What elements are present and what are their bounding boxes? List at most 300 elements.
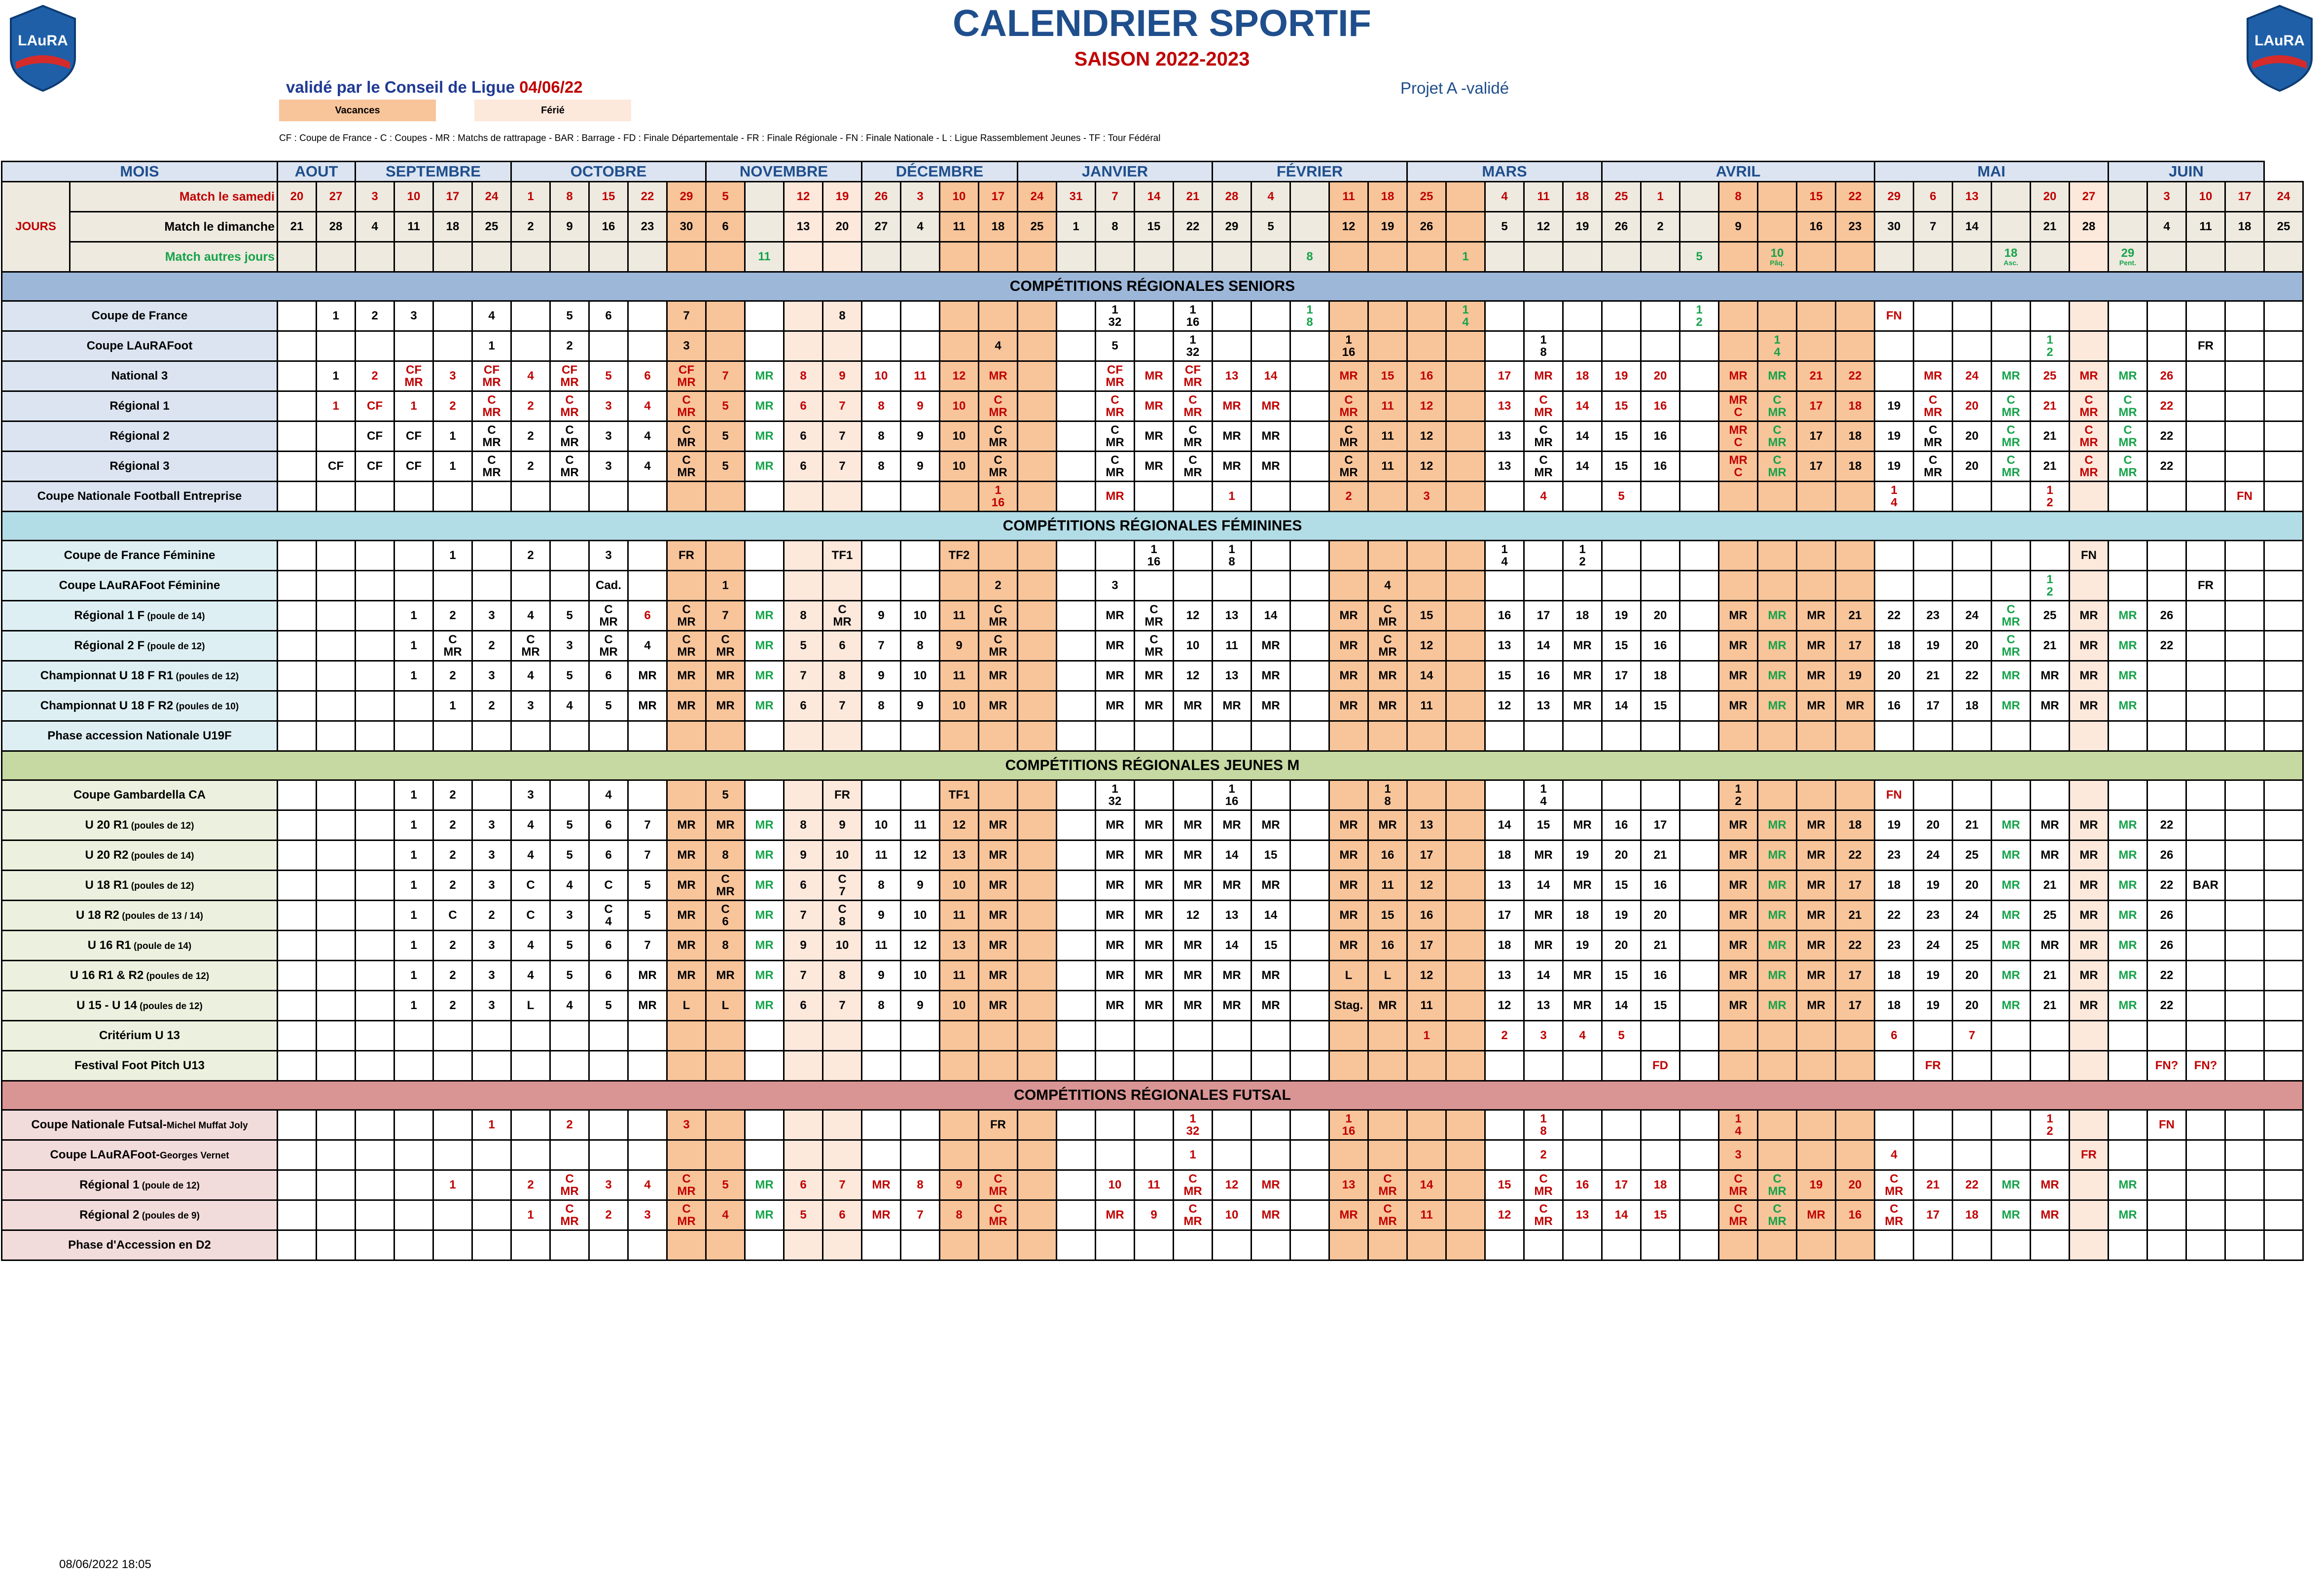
schedule-cell (1836, 571, 1875, 601)
schedule-cell (1680, 810, 1719, 840)
schedule-cell: CF (394, 452, 433, 482)
schedule-cell: 1 2 (1680, 301, 1719, 331)
schedule-cell: 1 2 (2031, 482, 2070, 512)
schedule-cell: MR (1213, 421, 1251, 452)
schedule-cell: 12 (1407, 452, 1446, 482)
schedule-cell (628, 301, 667, 331)
schedule-cell: MR (2031, 1170, 2070, 1200)
schedule-cell (1174, 1230, 1213, 1260)
schedule-cell: 17 (1485, 361, 1524, 391)
schedule-cell (1290, 931, 1329, 961)
schedule-cell: 4 (511, 810, 550, 840)
schedule-cell: 4 (511, 931, 550, 961)
schedule-cell: MR (1135, 871, 1174, 901)
month-header: JUIN (2109, 162, 2264, 182)
schedule-cell (1290, 1230, 1329, 1260)
schedule-cell: MR (1719, 901, 1758, 931)
schedule-cell: 8 (823, 301, 862, 331)
schedule-cell (1057, 691, 1096, 721)
schedule-cell: 1 16 (1329, 1110, 1368, 1140)
schedule-cell: 14 (1407, 1170, 1446, 1200)
schedule-cell (278, 1170, 317, 1200)
schedule-cell (1641, 331, 1680, 361)
schedule-cell: C 7 (823, 871, 862, 901)
schedule-cell: 18 (1485, 840, 1524, 871)
schedule-cell (1290, 721, 1329, 751)
schedule-cell (2264, 661, 2303, 691)
schedule-cell (901, 1051, 940, 1081)
schedule-cell: C MR (1758, 421, 1797, 452)
schedule-cell: 14 (1524, 871, 1563, 901)
schedule-cell: MR (2109, 631, 2147, 661)
schedule-cell (356, 631, 394, 661)
competition-label: Coupe Gambardella CA (2, 780, 278, 810)
schedule-cell: L (1329, 961, 1368, 991)
day-cell: 19 (823, 182, 862, 212)
schedule-cell (1680, 421, 1719, 452)
schedule-cell: 1 (433, 541, 472, 571)
schedule-cell: MR (1135, 361, 1174, 391)
schedule-cell: 3 (394, 301, 433, 331)
day-cell (1836, 242, 1875, 272)
schedule-cell (1018, 452, 1057, 482)
schedule-cell (1914, 780, 1953, 810)
schedule-cell: 5 (1602, 1021, 1641, 1051)
schedule-cell: MR (1135, 961, 1174, 991)
schedule-cell: 17 (1836, 961, 1875, 991)
schedule-cell (1914, 541, 1953, 571)
schedule-cell (784, 571, 823, 601)
schedule-cell (356, 961, 394, 991)
schedule-cell: 13 (1524, 991, 1563, 1021)
competition-label: Régional 1 (2, 391, 278, 421)
schedule-cell (1602, 301, 1641, 331)
schedule-cell: 12 (1485, 991, 1524, 1021)
schedule-cell: C MR (1096, 452, 1135, 482)
schedule-cell (1485, 331, 1524, 361)
schedule-cell: MR (1797, 901, 1836, 931)
schedule-cell: 5 (589, 991, 628, 1021)
schedule-cell (745, 1051, 784, 1081)
schedule-cell: 2 (433, 661, 472, 691)
schedule-cell: 1 (472, 331, 511, 361)
schedule-cell: CF MR (667, 361, 706, 391)
schedule-cell (2264, 391, 2303, 421)
schedule-cell (2186, 1230, 2225, 1260)
schedule-cell: MR (2031, 810, 2070, 840)
schedule-cell: 1 (394, 661, 433, 691)
schedule-cell (356, 1110, 394, 1140)
schedule-cell: MR (1797, 631, 1836, 661)
schedule-cell (1446, 601, 1485, 631)
schedule-cell: 20 (1602, 840, 1641, 871)
schedule-cell (1135, 482, 1174, 512)
schedule-cell (550, 780, 589, 810)
schedule-cell (278, 391, 317, 421)
schedule-cell (1057, 1230, 1096, 1260)
schedule-cell: C (433, 901, 472, 931)
schedule-cell (706, 1021, 745, 1051)
schedule-cell (1018, 721, 1057, 751)
schedule-cell (2264, 301, 2303, 331)
schedule-cell: 17 (1641, 810, 1680, 840)
schedule-cell: 18 (1485, 931, 1524, 961)
schedule-cell: 8 (706, 840, 745, 871)
schedule-cell (472, 571, 511, 601)
schedule-cell: 9 (823, 810, 862, 840)
schedule-cell: MR (1135, 931, 1174, 961)
schedule-cell: MR (1174, 871, 1213, 901)
schedule-cell (706, 541, 745, 571)
schedule-cell: 7 (823, 452, 862, 482)
day-cell: 15 (589, 182, 628, 212)
schedule-cell: MR C (1719, 452, 1758, 482)
schedule-cell: MR (2109, 871, 2147, 901)
schedule-cell (1290, 961, 1329, 991)
day-cell: 11 (1524, 182, 1563, 212)
schedule-cell: 11 (940, 901, 979, 931)
schedule-cell (1213, 301, 1251, 331)
schedule-cell (979, 721, 1018, 751)
schedule-cell (1213, 331, 1251, 361)
schedule-cell (1680, 691, 1719, 721)
schedule-cell: 12 (940, 361, 979, 391)
schedule-cell (317, 991, 356, 1021)
schedule-cell: MR (979, 810, 1018, 840)
schedule-cell: MR (1719, 840, 1758, 871)
schedule-cell: 2 (433, 601, 472, 631)
schedule-cell (394, 1170, 433, 1200)
schedule-cell (1680, 721, 1719, 751)
day-cell: 30 (1875, 212, 1914, 242)
schedule-cell (2109, 482, 2147, 512)
day-cell: 18 (979, 212, 1018, 242)
schedule-cell: MR (1329, 631, 1368, 661)
schedule-cell (1485, 482, 1524, 512)
schedule-cell: MR (1758, 601, 1797, 631)
day-cell (1135, 242, 1174, 272)
schedule-cell (1914, 1110, 1953, 1140)
schedule-cell (1485, 721, 1524, 751)
schedule-cell: 4 (1524, 482, 1563, 512)
schedule-cell (1953, 1230, 1992, 1260)
day-cell: 15 (1135, 212, 1174, 242)
season-subtitle: SAISON 2022-2023 (1074, 48, 1250, 70)
schedule-cell (317, 810, 356, 840)
competition-label: U 16 R1 & R2 (poules de 12) (2, 961, 278, 991)
schedule-cell: MR (1563, 631, 1602, 661)
schedule-cell (1836, 482, 1875, 512)
schedule-cell: MR (1251, 961, 1290, 991)
schedule-cell: 6 (589, 931, 628, 961)
schedule-cell: 3 (472, 931, 511, 961)
schedule-cell (317, 1230, 356, 1260)
schedule-cell (1680, 871, 1719, 901)
schedule-cell (1680, 541, 1719, 571)
schedule-cell: 13 (1485, 871, 1524, 901)
schedule-cell: 19 (1914, 631, 1953, 661)
schedule-cell: MR (1096, 871, 1135, 901)
schedule-cell (2186, 780, 2225, 810)
schedule-cell (1057, 1051, 1096, 1081)
schedule-cell (1096, 1230, 1135, 1260)
schedule-cell: 3 (433, 361, 472, 391)
schedule-cell: FR (1914, 1051, 1953, 1081)
schedule-cell (2225, 361, 2264, 391)
schedule-cell (1836, 721, 1875, 751)
schedule-cell (1290, 1051, 1329, 1081)
schedule-cell: C MR (1914, 391, 1953, 421)
day-cell (356, 242, 394, 272)
schedule-cell (511, 1110, 550, 1140)
schedule-cell (2225, 571, 2264, 601)
day-cell: 8 (1290, 242, 1329, 272)
schedule-cell: 4 (628, 631, 667, 661)
schedule-cell (1719, 1021, 1758, 1051)
schedule-cell: MR (667, 661, 706, 691)
schedule-cell (1485, 1051, 1524, 1081)
schedule-cell (278, 991, 317, 1021)
schedule-cell (1446, 961, 1485, 991)
schedule-cell (1018, 871, 1057, 901)
schedule-cell: MR (1251, 1170, 1290, 1200)
schedule-cell (979, 1021, 1018, 1051)
schedule-cell (278, 901, 317, 931)
schedule-cell (1680, 571, 1719, 601)
schedule-cell (745, 721, 784, 751)
schedule-cell: 22 (1836, 931, 1875, 961)
schedule-cell: Cad. (589, 571, 628, 601)
schedule-cell (1797, 1230, 1836, 1260)
schedule-cell: MR (1797, 961, 1836, 991)
schedule-cell: 2 (1329, 482, 1368, 512)
schedule-cell: MR (1213, 391, 1251, 421)
competition-label: U 18 R1 (poules de 12) (2, 871, 278, 901)
schedule-cell: MR (1174, 991, 1213, 1021)
schedule-cell (1953, 780, 1992, 810)
schedule-cell (278, 840, 317, 871)
schedule-cell: C MR (1719, 1170, 1758, 1200)
schedule-cell: C MR (667, 452, 706, 482)
schedule-cell (1251, 1021, 1290, 1051)
schedule-cell (356, 901, 394, 931)
schedule-cell: MR (979, 661, 1018, 691)
competition-label: Coupe de France Féminine (2, 541, 278, 571)
schedule-cell (1992, 1021, 2031, 1051)
schedule-cell (1018, 1170, 1057, 1200)
schedule-cell: MR (1251, 391, 1290, 421)
schedule-cell: 19 (1875, 810, 1914, 840)
schedule-cell: MR (2070, 691, 2109, 721)
schedule-cell: 5 (550, 661, 589, 691)
schedule-cell (472, 1140, 511, 1170)
schedule-cell (940, 331, 979, 361)
schedule-cell (1018, 421, 1057, 452)
schedule-cell (1797, 1110, 1836, 1140)
schedule-cell: 8 (823, 961, 862, 991)
schedule-cell: MR C (1719, 391, 1758, 421)
schedule-cell: 9 (901, 421, 940, 452)
schedule-cell (1641, 721, 1680, 751)
schedule-cell (1135, 1051, 1174, 1081)
schedule-cell: 20 (1875, 661, 1914, 691)
schedule-cell: 1 16 (1329, 331, 1368, 361)
competition-label: Coupe Nationale Futsal-Michel Muffat Joly (2, 1110, 278, 1140)
day-cell (823, 242, 862, 272)
schedule-cell: 12 (1174, 661, 1213, 691)
schedule-cell: 1 2 (2031, 1110, 2070, 1140)
schedule-cell (1446, 421, 1485, 452)
schedule-cell (1797, 780, 1836, 810)
schedule-cell: 11 (1368, 871, 1407, 901)
day-cell (745, 182, 784, 212)
schedule-cell (1329, 1140, 1368, 1170)
schedule-cell: 3 (472, 601, 511, 631)
schedule-cell (1135, 1021, 1174, 1051)
schedule-cell (278, 482, 317, 512)
schedule-cell: MR (745, 631, 784, 661)
schedule-cell (745, 780, 784, 810)
schedule-cell: C MR (979, 421, 1018, 452)
schedule-cell: 4 (628, 421, 667, 452)
schedule-cell: 5 (550, 840, 589, 871)
schedule-cell: 7 (823, 391, 862, 421)
competition-label: U 20 R2 (poules de 14) (2, 840, 278, 871)
schedule-cell: MR (745, 961, 784, 991)
schedule-cell (1797, 721, 1836, 751)
schedule-cell: FR (2070, 1140, 2109, 1170)
schedule-cell (2264, 810, 2303, 840)
schedule-cell (901, 1021, 940, 1051)
schedule-cell (1446, 331, 1485, 361)
schedule-cell (356, 1170, 394, 1200)
schedule-cell (1602, 1140, 1641, 1170)
schedule-cell (628, 331, 667, 361)
schedule-cell (1329, 1051, 1368, 1081)
schedule-cell: C MR (667, 391, 706, 421)
day-cell (1329, 242, 1368, 272)
schedule-cell (433, 1051, 472, 1081)
schedule-cell (2031, 541, 2070, 571)
schedule-cell: 7 (901, 1200, 940, 1230)
schedule-cell: 20 (1641, 361, 1680, 391)
day-cell: 27 (317, 182, 356, 212)
schedule-cell: 15 (1485, 1170, 1524, 1200)
schedule-cell (2225, 1021, 2264, 1051)
schedule-cell: 6 (823, 1200, 862, 1230)
schedule-cell: C MR (979, 601, 1018, 631)
schedule-cell: CF (394, 421, 433, 452)
schedule-cell: FN (2147, 1110, 2186, 1140)
schedule-cell: MR (745, 871, 784, 901)
schedule-cell (667, 482, 706, 512)
schedule-cell: MR (1251, 691, 1290, 721)
schedule-cell (2070, 1051, 2109, 1081)
schedule-cell (317, 721, 356, 751)
schedule-cell: C MR (667, 1170, 706, 1200)
day-cell (1290, 212, 1329, 242)
day-cell: 28 (2070, 212, 2109, 242)
schedule-cell (472, 1170, 511, 1200)
schedule-cell (2264, 452, 2303, 482)
schedule-cell (1057, 931, 1096, 961)
schedule-cell (1251, 721, 1290, 751)
schedule-cell (317, 1051, 356, 1081)
schedule-cell: L (706, 991, 745, 1021)
schedule-cell (1680, 901, 1719, 931)
schedule-cell (1251, 571, 1290, 601)
schedule-cell (1836, 541, 1875, 571)
schedule-cell: MR (1992, 991, 2031, 1021)
schedule-cell: C MR (589, 631, 628, 661)
schedule-cell: 12 (1485, 691, 1524, 721)
schedule-cell: 26 (2147, 901, 2186, 931)
schedule-cell (1797, 1140, 1836, 1170)
schedule-cell: MR (745, 421, 784, 452)
schedule-cell (1680, 601, 1719, 631)
schedule-cell: 8 (784, 361, 823, 391)
schedule-cell: 1 2 (1719, 780, 1758, 810)
schedule-cell (2264, 421, 2303, 452)
day-cell: 17 (979, 182, 1018, 212)
schedule-cell: 26 (2147, 840, 2186, 871)
schedule-cell: 4 (706, 1200, 745, 1230)
schedule-cell (1875, 571, 1914, 601)
schedule-cell (1446, 1051, 1485, 1081)
schedule-cell: 5 (550, 961, 589, 991)
schedule-cell: C MR (1992, 391, 2031, 421)
schedule-cell: 1 8 (1524, 1110, 1563, 1140)
schedule-cell: MR (1329, 361, 1368, 391)
schedule-cell: MR (1719, 871, 1758, 901)
day-cell (784, 242, 823, 272)
day-cell: 10 (2186, 182, 2225, 212)
schedule-cell: 6 (589, 961, 628, 991)
day-cell (706, 242, 745, 272)
schedule-cell (2264, 482, 2303, 512)
schedule-cell: MR (979, 691, 1018, 721)
schedule-cell: MR (1758, 961, 1797, 991)
schedule-cell: MR (1563, 871, 1602, 901)
schedule-cell: 13 (1213, 901, 1251, 931)
schedule-cell (1407, 331, 1446, 361)
schedule-cell (1368, 1230, 1407, 1260)
schedule-cell (317, 1110, 356, 1140)
schedule-cell (317, 871, 356, 901)
day-cell (667, 242, 706, 272)
schedule-cell: 18 (1563, 601, 1602, 631)
schedule-cell: 16 (1641, 452, 1680, 482)
day-cell: 5 (1251, 212, 1290, 242)
schedule-cell: 21 (1836, 601, 1875, 631)
schedule-cell: 6 (784, 391, 823, 421)
schedule-cell (278, 331, 317, 361)
schedule-cell: 20 (1953, 631, 1992, 661)
schedule-cell (317, 631, 356, 661)
schedule-cell: 21 (2031, 871, 2070, 901)
schedule-cell (1018, 961, 1057, 991)
schedule-cell (1018, 482, 1057, 512)
schedule-cell: MR (1719, 661, 1758, 691)
schedule-cell (1641, 1110, 1680, 1140)
schedule-cell (1290, 810, 1329, 840)
schedule-cell (2264, 871, 2303, 901)
schedule-cell: MR (1135, 901, 1174, 931)
schedule-cell: C MR (667, 631, 706, 661)
schedule-cell: 12 (1407, 631, 1446, 661)
day-cell (317, 242, 356, 272)
schedule-cell: 18 (1641, 661, 1680, 691)
